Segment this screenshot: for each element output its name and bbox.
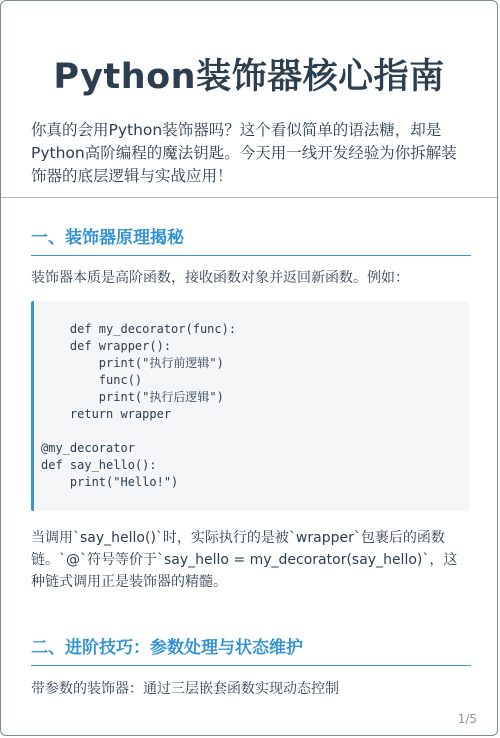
page-number: 1/5 xyxy=(457,712,477,726)
code-block xyxy=(31,301,469,511)
divider xyxy=(1,197,497,198)
section1-paragraph-explanation: 当调用`say_hello()`时，实际执行的是被`wrapper`包裹后的函数链。`@`符号等价于`say_hello = my_decorator(say_hello)`，这种链式调用正是装饰器的精髓。 xyxy=(31,530,458,590)
code-text: def my_decorator(func): def wrapper(): print("执行前逻辑") func() print("执行后逻辑") return wrapper @my_decorator def say_hello(): print("Hello!") xyxy=(41,322,237,489)
section2-paragraph-intro: 带参数的装饰器：通过三层嵌套函数实现动态控制 xyxy=(31,681,339,697)
section-heading-principles: 一、装饰器原理揭秘 xyxy=(31,225,471,256)
page-title: Python装饰器核心指南 xyxy=(53,57,445,97)
intro-paragraph: 你真的会用Python装饰器吗？这个看似简单的语法糖，却是Python高阶编程的魔法钥匙。今天用一线开发经验为你拆解装饰器的底层逻辑与实战应用！ xyxy=(31,121,457,185)
section1-paragraph-intro: 装饰器本质是高阶函数，接收函数对象并返回新函数。例如： xyxy=(31,270,409,286)
section-heading-advanced: 二、进阶技巧：参数处理与状态维护 xyxy=(31,635,471,666)
